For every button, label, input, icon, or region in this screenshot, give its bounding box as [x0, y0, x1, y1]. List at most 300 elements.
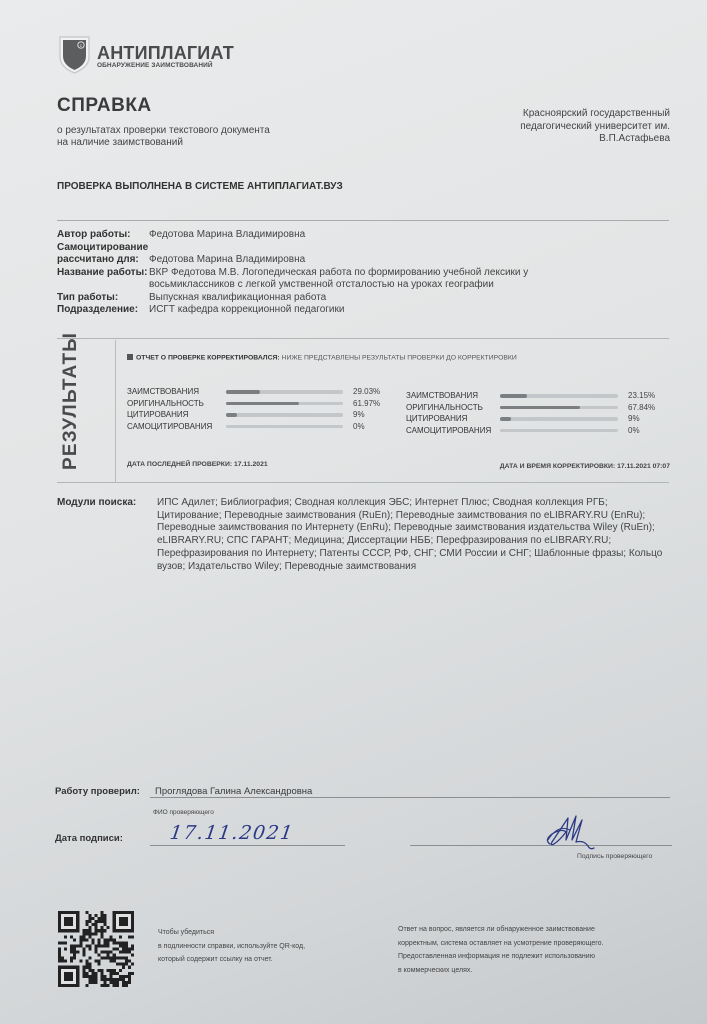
info-row-author [57, 229, 677, 242]
qr-module [73, 944, 76, 947]
title-label: Название работы: [57, 266, 148, 278]
qr-module [116, 963, 119, 966]
qr-module [82, 972, 85, 975]
qr-module [125, 944, 128, 947]
metric-bar-fill [500, 417, 511, 421]
qr-module [107, 978, 110, 981]
qr-module [85, 932, 88, 935]
qr-module [88, 966, 91, 969]
qr-module [94, 947, 97, 950]
qr-module [94, 960, 97, 963]
qr-module [122, 947, 125, 950]
correction-note [127, 354, 517, 362]
qr-text-line: в подлинности справки, используйте QR-код, [158, 942, 306, 950]
org-line: педагогический университет им. [520, 120, 670, 132]
metric-bar-fill [226, 390, 260, 394]
qr-module [125, 984, 128, 987]
qr-module [122, 978, 125, 981]
qr-module [91, 978, 94, 981]
type-label: Тип работы: [57, 291, 119, 303]
qr-instructions [158, 926, 358, 967]
qr-text-line: который содержит ссылку на отчет. [158, 956, 273, 963]
qr-module [104, 923, 107, 926]
selfcite-label: Самоцитирование [57, 241, 149, 253]
metric-bar-fill [226, 413, 237, 417]
qr-module [88, 981, 91, 984]
qr-module [70, 944, 73, 947]
qr-module [104, 944, 107, 947]
qr-module [101, 978, 104, 981]
qr-module [85, 944, 88, 947]
qr-module [110, 978, 113, 981]
qr-module [91, 941, 94, 944]
qr-code[interactable] [58, 911, 134, 987]
qr-module [91, 975, 94, 978]
qr-module [122, 975, 125, 978]
qr-module [64, 947, 67, 950]
results-side-border [115, 340, 116, 482]
title-value [149, 267, 609, 292]
qr-module [82, 975, 85, 978]
disclaimer-line: корректным, система оставляет на усмотрение проверяющего. [398, 939, 604, 947]
qr-module [104, 978, 107, 981]
qr-module [94, 932, 97, 935]
qr-module [82, 951, 85, 954]
qr-module [94, 923, 97, 926]
document-subtitle [57, 125, 357, 149]
qr-module [70, 951, 73, 954]
title-value-line: восьмиклассников с легкой умственной отсталостью на уроках географии [149, 279, 494, 290]
qr-module [101, 926, 104, 929]
qr-module [88, 963, 91, 966]
qr-module [82, 935, 85, 938]
qr-module [85, 984, 88, 987]
last-check-date: ДАТА ПОСЛЕДНЕЙ ПРОВЕРКИ: 17.11.2021 [127, 461, 268, 468]
qr-module [125, 960, 128, 963]
qr-module [85, 963, 88, 966]
qr-module [73, 938, 76, 941]
qr-module [128, 981, 131, 984]
qr-module [110, 975, 113, 978]
qr-module [119, 935, 122, 938]
qr-module [119, 963, 122, 966]
qr-module [131, 947, 134, 950]
qr-module [91, 969, 94, 972]
qr-module [85, 975, 88, 978]
qr-module [101, 914, 104, 917]
document-title: СПРАВКА [57, 95, 152, 116]
qr-module [104, 951, 107, 954]
correction-datetime: ДАТА И ВРЕМЯ КОРРЕКТИРОВКИ: 17.11.2021 07:07 [499, 463, 670, 470]
qr-module [122, 944, 125, 947]
qr-text-line: Чтобы убедиться [158, 929, 215, 936]
qr-module [73, 957, 76, 960]
info-row-dept [57, 304, 677, 317]
svg-text:c: c [79, 42, 83, 48]
logo-subtitle: ОБНАРУЖЕНИЕ ЗАИМСТВОВАНИЙ [97, 62, 213, 69]
metric-bar [500, 394, 618, 398]
qr-module [64, 935, 67, 938]
metric-label: ЗАИМСТВОВАНИЯ [406, 391, 478, 401]
qr-module [94, 951, 97, 954]
qr-module [101, 975, 104, 978]
qr-module [88, 975, 91, 978]
qr-module [113, 941, 116, 944]
qr-module [131, 972, 134, 975]
metric-bar [226, 425, 343, 429]
results-bottom-border [57, 482, 669, 483]
qr-module [79, 960, 82, 963]
note-text: НИЖЕ ПРЕДСТАВЛЕНЫ РЕЗУЛЬТАТЫ ПРОВЕРКИ ДО КОРРЕКТИРОВКИ [279, 354, 517, 362]
qr-module [98, 944, 101, 947]
metric-bar [226, 413, 343, 417]
qr-module [88, 929, 91, 932]
metric-row [406, 413, 655, 425]
qr-module [82, 947, 85, 950]
qr-module [110, 935, 113, 938]
qr-module [104, 920, 107, 923]
work-info [57, 229, 677, 317]
metric-label: ЦИТИРОВАНИЯ [127, 410, 189, 420]
metric-value: 0% [353, 421, 365, 431]
type-value: Выпускная квалификационная работа [149, 291, 327, 303]
qr-module [107, 957, 110, 960]
qr-module [98, 941, 101, 944]
disclaimer-line: Ответ на вопрос, является ли обнаруженное заимствование [398, 926, 595, 933]
qr-module [88, 947, 91, 950]
qr-module [58, 960, 61, 963]
qr-module [128, 966, 131, 969]
qr-module [104, 917, 107, 920]
organization [450, 108, 670, 146]
qr-module [91, 938, 94, 941]
qr-module [107, 954, 110, 957]
qr-module [88, 926, 91, 929]
fio-caption: ФИО проверяющего [153, 809, 214, 816]
qr-module [131, 963, 134, 966]
qr-module [61, 941, 64, 944]
shield-copyright-icon [58, 33, 91, 75]
metric-value: 61.97% [353, 398, 381, 408]
qr-module [73, 951, 76, 954]
qr-module [101, 969, 104, 972]
metric-value: 29.03% [353, 387, 381, 397]
qr-module [98, 938, 101, 941]
qr-module [61, 957, 64, 960]
qr-module [116, 978, 119, 981]
qr-module [88, 917, 91, 920]
metric-label: САМОЦИТИРОВАНИЯ [127, 421, 213, 431]
qr-module [91, 972, 94, 975]
qr-module [76, 951, 79, 954]
qr-module [58, 947, 61, 950]
qr-module [82, 929, 85, 932]
qr-module [113, 957, 116, 960]
qr-module [125, 963, 128, 966]
qr-module [119, 978, 122, 981]
qr-module [101, 951, 104, 954]
qr-module [94, 981, 97, 984]
qr-module [85, 938, 88, 941]
qr-module [85, 923, 88, 926]
qr-module [101, 932, 104, 935]
author-value: Федотова Марина Владимировна [149, 229, 306, 240]
qr-module [82, 954, 85, 957]
signature-caption: Подпись проверяющего [577, 853, 653, 860]
qr-module [110, 951, 113, 954]
date-underline [150, 845, 345, 846]
qr-module [110, 957, 113, 960]
qr-module [70, 957, 73, 960]
qr-module [131, 954, 134, 957]
sign-date-label: Дата подписи: [55, 833, 123, 844]
qr-module [128, 978, 131, 981]
qr-module [113, 938, 116, 941]
qr-module [113, 972, 116, 975]
qr-module [110, 981, 113, 984]
qr-module [94, 926, 97, 929]
metric-label: ЦИТИРОВАНИЯ [406, 414, 468, 424]
disclaimer-line: Предоставленная информация не подлежит использованию [398, 953, 595, 960]
metric-bar [226, 390, 343, 394]
qr-module [88, 932, 91, 935]
metric-value: 9% [628, 414, 640, 424]
metric-bar [500, 417, 618, 421]
qr-module [98, 969, 101, 972]
qr-module [58, 941, 61, 944]
qr-module [61, 960, 64, 963]
qr-module [79, 944, 82, 947]
qr-module [88, 957, 91, 960]
metric-value: 9% [353, 410, 365, 420]
qr-module [107, 941, 110, 944]
checker-label: Работу проверил: [55, 786, 140, 797]
qr-module [98, 920, 101, 923]
subtitle-line: о результатах проверки текстового документа [57, 125, 270, 136]
qr-module [101, 929, 104, 932]
qr-module [73, 947, 76, 950]
qr-module [76, 944, 79, 947]
qr-module [94, 914, 97, 917]
qr-module [88, 920, 91, 923]
qr-module [122, 981, 125, 984]
metric-row [406, 390, 655, 402]
search-modules [57, 497, 677, 573]
metric-label: ОРИГИНАЛЬНОСТЬ [406, 402, 483, 412]
qr-module [88, 969, 91, 972]
qr-module [107, 944, 110, 947]
metric-label: САМОЦИТИРОВАНИЯ [406, 425, 492, 435]
qr-module [116, 981, 119, 984]
qr-module [128, 960, 131, 963]
qr-module [85, 920, 88, 923]
qr-module [82, 932, 85, 935]
info-row-selfcite [57, 242, 677, 255]
qr-module [88, 914, 91, 917]
org-line: Красноярский государственный [522, 108, 670, 119]
modules-list: ИПС Адилет; Библиография; Сводная коллекция ЭБС; Интернет Плюс; Сводная коллекция РГБ; Цитирование; Переводные заимствования (RuEn); Переводные заимствования по eLIBRARY.RU (EnRu); Переводные заимствования по Интернету (EnRu); Переводные заимствования издательства Wiley (RuEn); eLIBRARY.RU; СПС ГАРАНТ; Медицина; Диссертации НББ; Перефразирования по eLIBRARY.RU; Перефразирования по Интернету; Патенты СССР, РФ, СНГ; СМИ России и СНГ; Шаблонные фразы; Кольцо вузов; Издательство Wiley; Переводные заимствования [157, 497, 663, 572]
selfcite-label-2: рассчитано для: [57, 254, 139, 265]
disclaimer-line: в коммерческих целях. [398, 966, 473, 974]
qr-module [88, 935, 91, 938]
qr-module [88, 944, 91, 947]
qr-module [113, 960, 116, 963]
qr-module [128, 972, 131, 975]
qr-module [98, 929, 101, 932]
qr-module [101, 917, 104, 920]
selfcite-value: Федотова Марина Владимировна [149, 254, 306, 265]
qr-module [107, 938, 110, 941]
subtitle-line: на наличие заимствований [57, 137, 183, 148]
metric-value: 23.15% [628, 391, 656, 401]
qr-module [113, 981, 116, 984]
qr-module [122, 966, 125, 969]
qr-module [122, 941, 125, 944]
qr-module [82, 938, 85, 941]
logo-title: АНТИПЛАГИАТ [97, 43, 234, 63]
qr-module [85, 929, 88, 932]
qr-module [107, 926, 110, 929]
qr-module [79, 935, 82, 938]
qr-module [85, 911, 88, 914]
qr-module [113, 954, 116, 957]
qr-module [131, 935, 134, 938]
qr-module [125, 941, 128, 944]
qr-finder-pattern [64, 917, 73, 926]
results-section-title: РЕЗУЛЬТАТЫ [60, 331, 81, 470]
qr-module [101, 984, 104, 987]
qr-module [113, 984, 116, 987]
metric-bar [500, 429, 618, 433]
checker-underline [150, 797, 670, 798]
metric-row [127, 421, 380, 433]
qr-module [101, 957, 104, 960]
checker-name: Проглядова Галина Александровна [155, 786, 313, 797]
qr-module [119, 951, 122, 954]
qr-module [85, 960, 88, 963]
qr-module [128, 947, 131, 950]
qr-module [113, 947, 116, 950]
metric-value: 67.84% [628, 402, 656, 412]
info-row-title [57, 267, 677, 292]
metric-label: ЗАИМСТВОВАНИЯ [127, 387, 199, 397]
metrics-after [406, 390, 655, 436]
qr-module [79, 941, 82, 944]
qr-module [79, 938, 82, 941]
qr-module [94, 972, 97, 975]
metric-bar [500, 406, 618, 410]
qr-module [98, 960, 101, 963]
qr-module [101, 911, 104, 914]
metric-bar [226, 402, 343, 406]
qr-module [104, 941, 107, 944]
qr-module [113, 978, 116, 981]
qr-module [58, 954, 61, 957]
qr-module [98, 917, 101, 920]
qr-module [119, 941, 122, 944]
qr-module [119, 944, 122, 947]
qr-module [101, 972, 104, 975]
metric-row [406, 402, 655, 414]
qr-finder-pattern [64, 972, 73, 981]
title-value-line: ВКР Федотова М.В. Логопедическая работа по формированию учебной лексики у [149, 266, 529, 278]
qr-module [91, 923, 94, 926]
qr-module [116, 957, 119, 960]
qr-module [101, 920, 104, 923]
handwritten-signature [540, 810, 600, 852]
qr-module [94, 944, 97, 947]
metric-bar-fill [500, 406, 580, 410]
system-line: ПРОВЕРКА ВЫПОЛНЕНА В СИСТЕМЕ АНТИПЛАГИАТ.ВУЗ [57, 181, 343, 192]
info-row-selfcite-for [57, 254, 677, 267]
qr-finder-pattern [119, 917, 128, 926]
qr-module [104, 914, 107, 917]
metric-bar-fill [226, 402, 299, 406]
qr-module [104, 957, 107, 960]
note-bold: ОТЧЕТ О ПРОВЕРКЕ КОРРЕКТИРОВАЛСЯ: [136, 354, 280, 362]
qr-module [94, 929, 97, 932]
qr-module [94, 920, 97, 923]
qr-module [107, 984, 110, 987]
qr-module [104, 984, 107, 987]
dept-label: Подразделение: [57, 304, 139, 315]
author-label: Автор работы: [57, 229, 131, 240]
qr-module [110, 969, 113, 972]
qr-module [116, 947, 119, 950]
qr-module [128, 975, 131, 978]
metrics-before [127, 386, 380, 432]
qr-module [122, 984, 125, 987]
qr-module [122, 951, 125, 954]
qr-module [119, 957, 122, 960]
qr-module [101, 944, 104, 947]
qr-module [122, 963, 125, 966]
qr-module [64, 941, 67, 944]
qr-module [91, 981, 94, 984]
qr-module [110, 960, 113, 963]
qr-module [58, 951, 61, 954]
qr-module [125, 951, 128, 954]
qr-module [125, 947, 128, 950]
qr-module [116, 984, 119, 987]
qr-module [94, 978, 97, 981]
qr-module [104, 975, 107, 978]
qr-module [131, 944, 134, 947]
disclaimer [398, 923, 678, 977]
qr-module [104, 929, 107, 932]
metric-row [406, 425, 655, 437]
qr-module [128, 935, 131, 938]
qr-module [119, 975, 122, 978]
dept-value: ИСГТ кафедра коррекционной педагогики [149, 304, 345, 315]
qr-module [85, 972, 88, 975]
qr-module [116, 941, 119, 944]
metric-row [127, 398, 380, 410]
qr-module [125, 975, 128, 978]
metric-bar-fill [500, 394, 527, 398]
metric-label: ОРИГИНАЛЬНОСТЬ [127, 398, 204, 408]
results-top-border [57, 338, 669, 339]
square-bullet-icon [127, 354, 133, 360]
qr-module [94, 975, 97, 978]
qr-module [58, 957, 61, 960]
qr-module [128, 951, 131, 954]
modules-label: Модули поиска: [57, 497, 137, 508]
qr-module [113, 969, 116, 972]
qr-module [107, 951, 110, 954]
qr-module [91, 917, 94, 920]
handwritten-date: 17.11.2021 [168, 822, 296, 844]
